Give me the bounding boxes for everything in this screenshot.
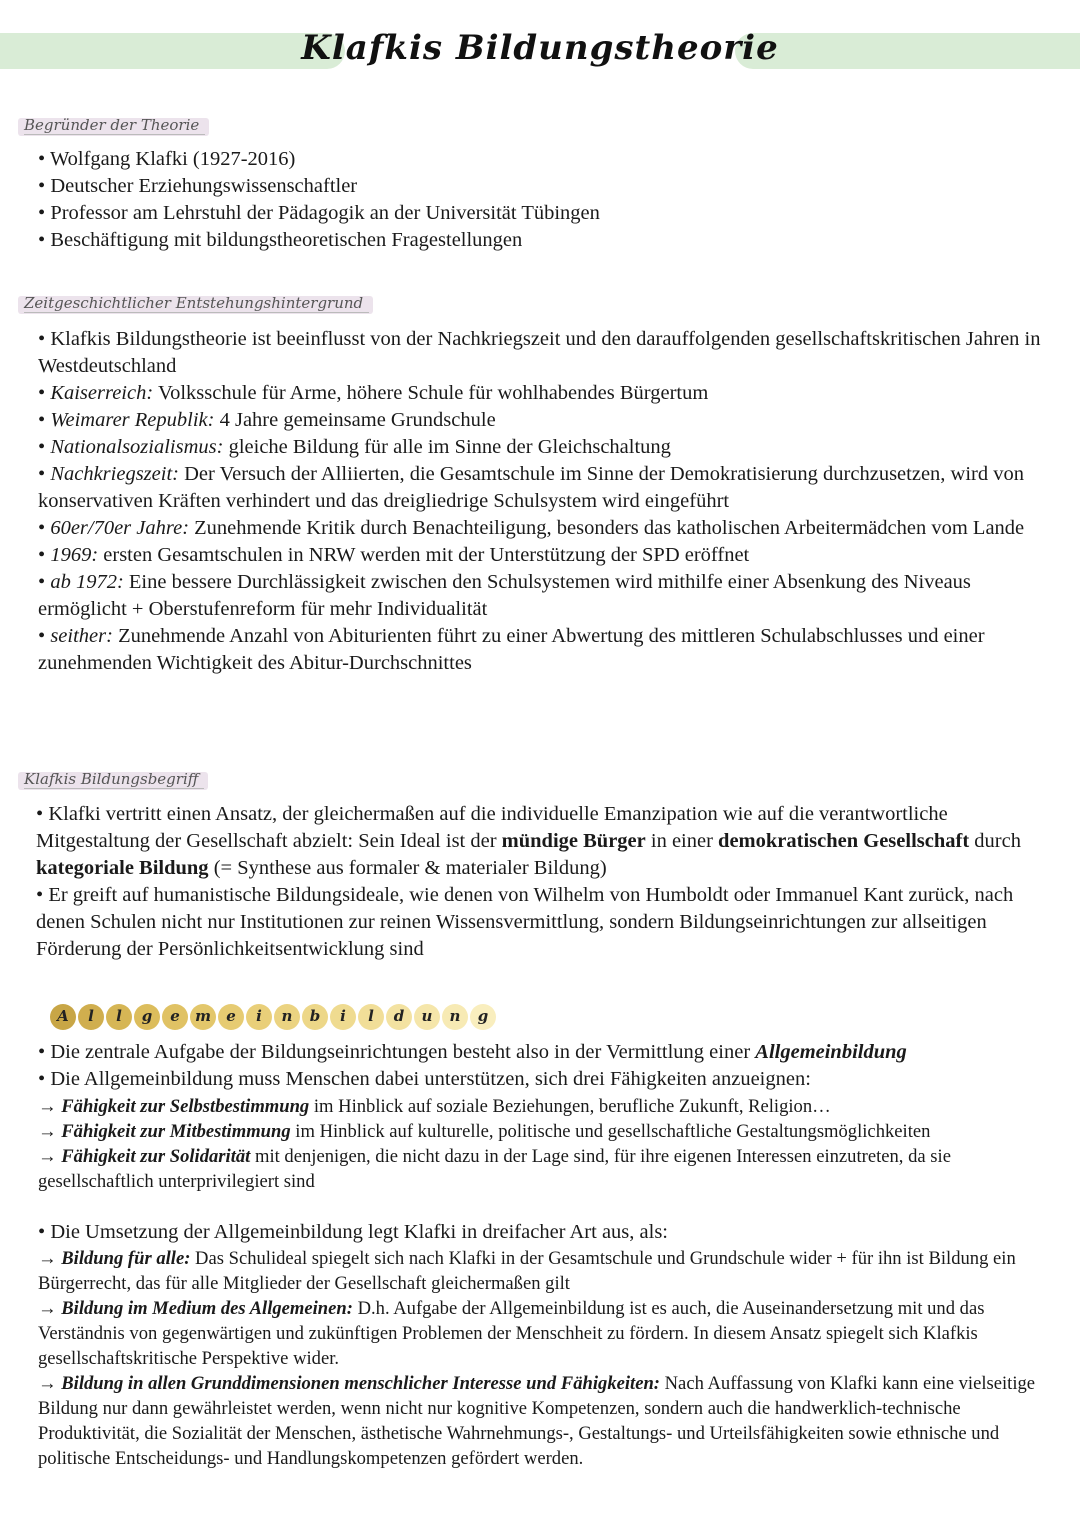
letter-circle: g [470,1004,496,1030]
list-item: → Fähigkeit zur Solidarität mit denjenigen, die nicht dazu in der Lage sind, für ihre eigenen Interessen einzutreten, da sie gesellschaftlich unterprivilegiert sind [38,1146,951,1192]
list-item: • Klafkis Bildungstheorie ist beeinflusst von der Nachkriegszeit und den darauffolgenden gesellschaftskritischen Jahren in Westdeutschland [38,328,1041,377]
list-item: → Bildung für alle: Das Schulideal spiegelt sich nach Klafki in der Gesamtschule und Grundschule wider + für ihn ist Bildung ein Bürgerrecht, das für alle Mitglieder der Gesellschaft gleichermaßen gilt [38,1248,1016,1294]
paragraph: • Die zentrale Aufgabe der Bildungseinrichtungen besteht also in der Vermittlung einer Allgemeinbildung [38,1041,907,1063]
letter-circle: i [330,1004,356,1030]
allgemeinbildung-letter-circles [50,1004,498,1032]
list-item: • ab 1972: Eine bessere Durchlässigkeit zwischen den Schulsystemen wird mithilfe einer Absenkung des Niveaus ermöglicht + Oberstufenreform für mehr Individualität [38,571,971,620]
paragraph: • Er greift auf humanistische Bildungsideale, wie denen von Wilhelm von Humboldt oder Immanuel Kant zurück, nach denen Schulen nicht nur Institutionen zur reinen Wissensvermittlung, sondern Bildungseinrichtungen zur allseitigen Förderung der Persönlichkeitsentwicklung sind [36,884,1014,960]
letter-circle: l [106,1004,132,1030]
forms-list [38,1246,1053,1471]
heading-background: Zeitgeschichtlicher Entstehungshintergrund [24,294,369,313]
letter-circle: d [386,1004,412,1030]
letter-circle: A [50,1004,76,1030]
paragraph: • Die Umsetzung der Allgemeinbildung legt Klafki in dreifacher Art aus, als: [38,1221,668,1243]
list-item: • 60er/70er Jahre: Zunehmende Kritik durch Benachteiligung, besonders das katholischen Arbeitermädchen vom Lande [38,517,1025,539]
letter-circle: l [358,1004,384,1030]
letter-circle: e [218,1004,244,1030]
list-item: → Bildung in allen Grunddimensionen menschlicher Interesse und Fähigkeiten: Nach Auffassung von Klafki kann eine vielseitige Bildung nur dann gewährleistet werden, wenn nicht nur kognitive Kompetenzen, sondern auch die handwerklich-technische Produktivität, die Sozialität der Menschen, ästhetische Wahrnehmungs-, Gestaltungs- und Urteilsfähigkeiten sowie ethnische und politische Entscheidungs- und Handlungskompetenzen gefördert werden. [38,1373,1036,1469]
letter-circle: g [134,1004,160,1030]
letter-circle: l [78,1004,104,1030]
letter-circle: e [162,1004,188,1030]
list-item: • Professor am Lehrstuhl der Pädagogik an der Universität Tübingen [38,202,600,224]
list-item: • 1969: ersten Gesamtschulen in NRW werden mit der Unterstützung der SPD eröffnet [38,544,750,566]
list-item: • Kaiserreich: Volksschule für Arme, höhere Schule für wohlhabendes Bürgertum [38,382,709,404]
allgemeinbildung-text [38,1039,1053,1093]
letter-circle: n [442,1004,468,1030]
page-title: Klafkis Bildungstheorie [301,28,779,68]
heading-founder: Begründer der Theorie [24,116,205,135]
list-item: → Fähigkeit zur Mitbestimmung im Hinblick auf kulturelle, politische und gesellschaftliche Gestaltungsmöglichkeiten [38,1121,931,1142]
list-item: → Bildung im Medium des Allgemeinen: D.h. Aufgabe der Allgemeinbildung ist es auch, die Auseinandersetzung mit und das Verständnis von gegenwärtigen und zukünftigen Problemen der Menschheit zu fördern. In diesem Ansatz spiegelt sich Klafkis gesellschaftskritische Perspektive wider. [38,1298,985,1369]
list-item: • Beschäftigung mit bildungstheoretischen Fragestellungen [38,229,523,251]
list-item: • Nationalsozialismus: gleiche Bildung für alle im Sinne der Gleichschaltung [38,436,671,458]
paragraph: • Die Allgemeinbildung muss Menschen dabei unterstützen, sich drei Fähigkeiten anzueignen: [38,1068,811,1090]
letter-circle: u [414,1004,440,1030]
letter-circle: b [302,1004,328,1030]
background-list [38,326,1048,677]
letter-circle: i [246,1004,272,1030]
concept-text [36,801,1058,963]
list-item: • seither: Zunehmende Anzahl von Abiturienten führt zu einer Abwertung des mittleren Schulabschlusses und einer zunehmenden Wichtigkeit des Abitur-Durchschnittes [38,625,985,674]
implementation-intro [38,1219,1053,1246]
founder-list [38,146,1058,254]
list-item: • Weimarer Republik: 4 Jahre gemeinsame Grundschule [38,409,496,431]
letter-circle: n [274,1004,300,1030]
abilities-list [38,1094,1053,1194]
heading-concept: Klafkis Bildungsbegriff [24,770,204,789]
paragraph: • Klafki vertritt einen Ansatz, der gleichermaßen auf die individuelle Emanzipation wie auf die verantwortliche Mitgestaltung der Gesellschaft abzielt: Sein Ideal ist der mündige Bürger in einer demokratischen Gesellschaft durch kategoriale Bildung (= Synthese aus formaler & materialer Bildung) [36,803,1021,879]
list-item: • Nachkriegszeit: Der Versuch der Alliierten, die Gesamtschule im Sinne der Demokratisierung durchzusetzen, wird von konservativen Kräften verhindert und das dreigliedrige Schulsystem wird eingeführt [38,463,1024,512]
list-item: → Fähigkeit zur Selbstbestimmung im Hinblick auf soziale Beziehungen, berufliche Zukunft, Religion… [38,1096,831,1117]
list-item: • Wolfgang Klafki (1927-2016) [38,148,296,170]
title-area [0,26,1080,76]
letter-circle: m [190,1004,216,1030]
list-item: • Deutscher Erziehungswissenschaftler [38,175,358,197]
